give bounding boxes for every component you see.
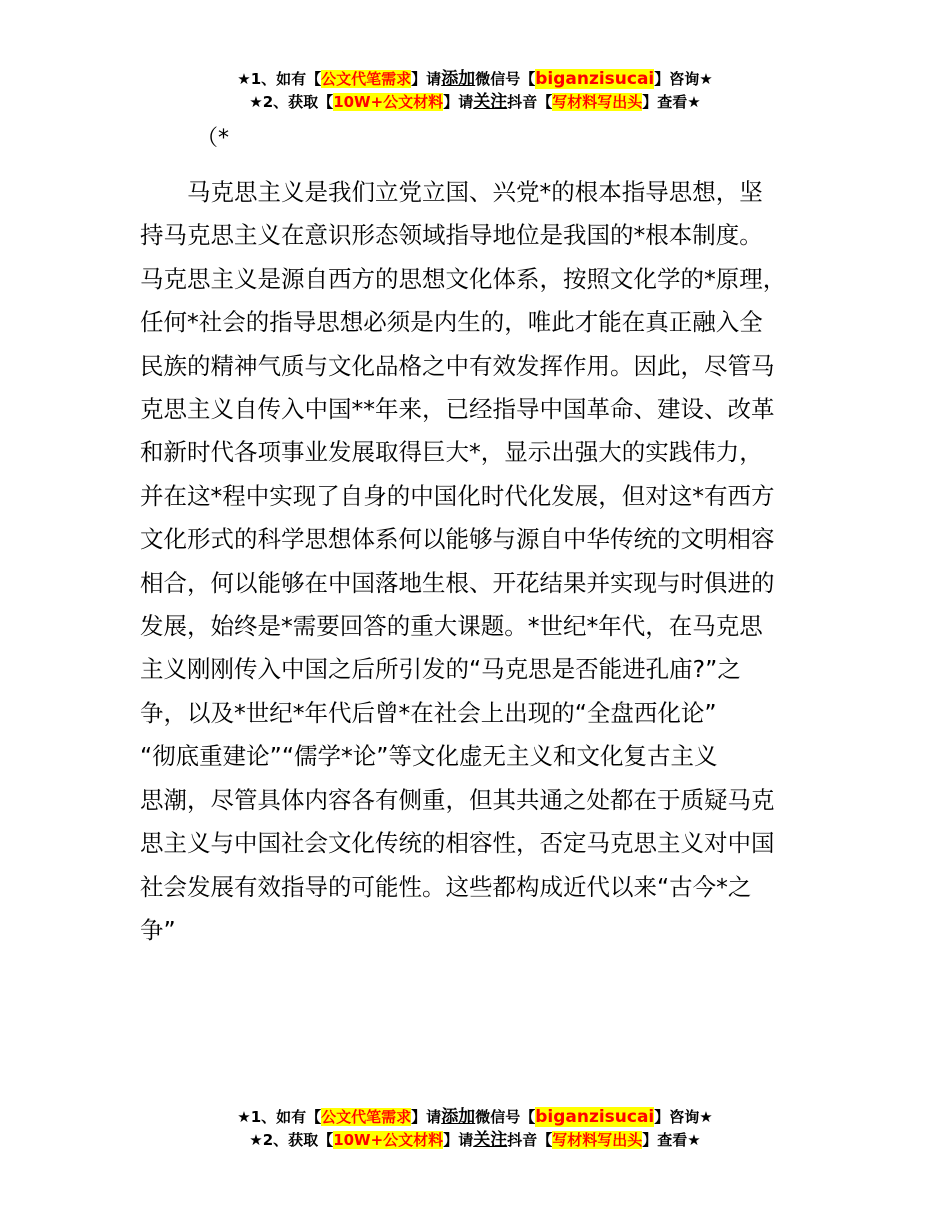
header-banner — [0, 68, 950, 114]
header-line-2-mid2: 抖音【 — [507, 93, 553, 111]
footer-line-2-suffix: 】查看★ — [642, 1131, 701, 1149]
footer-line-1-prefix: ★1、如有【 — [237, 1108, 322, 1126]
header-highlight-wechat-id: biganzisucai — [535, 69, 655, 89]
footer-highlight-wechat-id: biganzisucai — [535, 1107, 655, 1127]
footer-line-2 — [0, 1129, 950, 1152]
footer-line-2-mid: 】请 — [443, 1131, 474, 1149]
header-line-1-suffix: 】咨询★ — [654, 70, 713, 88]
header-line-2-mid: 】请 — [443, 93, 474, 111]
footer-line-2-prefix: ★2、获取【 — [249, 1131, 334, 1149]
section-lead-mark: （* — [196, 126, 230, 151]
footer-highlight-ghostwriting: 公文代笔需求 — [321, 1108, 412, 1126]
footer-line-2-mid2: 抖音【 — [507, 1131, 553, 1149]
header-line-1-prefix: ★1、如有【 — [237, 70, 322, 88]
footer-highlight-materials: 10W+公文材料 — [333, 1131, 444, 1149]
header-underline-follow: 关注 — [473, 92, 508, 112]
footer-banner — [0, 1106, 950, 1152]
header-line-2 — [0, 91, 950, 114]
header-highlight-ghostwriting: 公文代笔需求 — [321, 70, 412, 88]
header-line-2-prefix: ★2、获取【 — [249, 93, 334, 111]
header-line-1-mid: 】请 — [411, 70, 442, 88]
header-line-2-suffix: 】查看★ — [642, 93, 701, 111]
header-line-1 — [0, 68, 950, 91]
header-highlight-douyin-account: 写材料写出头 — [552, 93, 643, 111]
footer-line-1 — [0, 1106, 950, 1129]
header-underline-add: 添加 — [441, 69, 476, 89]
header-highlight-materials: 10W+公文材料 — [333, 93, 444, 111]
footer-line-1-suffix: 】咨询★ — [654, 1108, 713, 1126]
header-line-1-mid2: 微信号【 — [475, 70, 536, 88]
footer-underline-add: 添加 — [441, 1107, 476, 1127]
footer-line-1-mid: 】请 — [411, 1108, 442, 1126]
footer-line-1-mid2: 微信号【 — [475, 1108, 536, 1126]
body-paragraph: 马克思主义是我们立党立国、兴党*的根本指导思想，坚 持马克思主义在意识形态领域指导地位是我国的*根本制度。 马克思主义是源自西方的思想文化体系，按照文化学的*原理， 任何*社会的指导思想必须是内生的，唯此才能在真正融入全 民族的精神气质与文化品格之中有效发挥作用。因此，尽管马 克思主义自传入中国**年来，已经指导中国革命、建设、改革 和新时代各项事业发展取得巨大*，显示出强大的实践伟力， 并在这*程中实现了自身的中国化时代化发展，但对这*有西方 文化形式的科学思想体系何以能够与源自中华传统的文明相容 相合，何以能够在中国落地生根、开花结果并实现与时俱进的 发展，始终是*需要回答的重大课题。*世纪*年代，在马克思 主义刚刚传入中国之后所引发的“马克思是否能进孔庙?”之 争，以及*世纪*年代后曾*在社会上出现的“全盘西化论” “彻底重建论”“儒学*论”等文化虚无主义和文化复古主义 思潮，尽管具体内容各有侧重，但其共通之处都在于质疑马克 思主义与中国社会文化传统的相容性，否定马克思主义对中国 社会发展有效指导的可能性。这些都构成近代以来“古今*之 争” — [140, 178, 787, 944]
footer-highlight-douyin-account: 写材料写出头 — [552, 1131, 643, 1149]
footer-underline-follow: 关注 — [473, 1130, 508, 1150]
